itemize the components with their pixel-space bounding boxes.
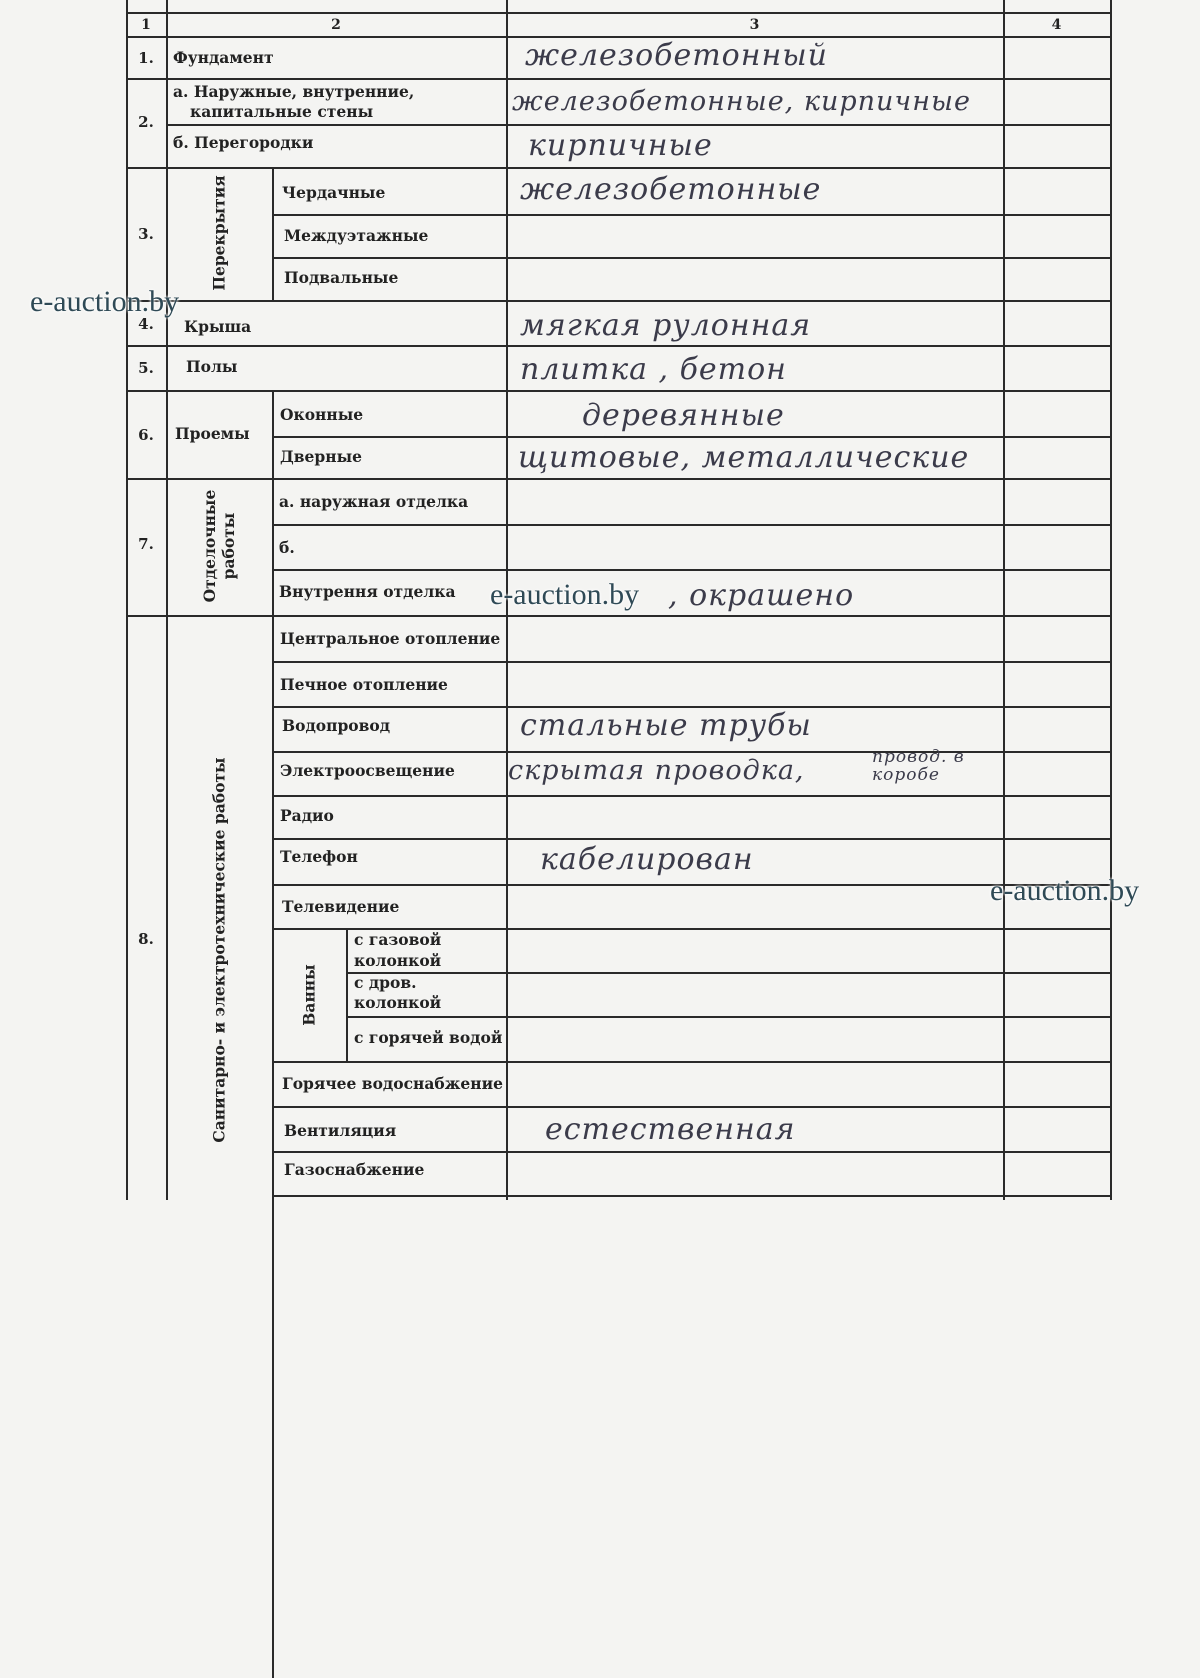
attic-label: Чердачные — [282, 183, 386, 202]
grid-line — [272, 1106, 1111, 1108]
electric-value: скрытая проводка, — [508, 755, 805, 786]
grid-line — [166, 124, 1111, 126]
electric-label: Электроосвещение — [280, 761, 455, 780]
floors-group-label: Перекрытия — [209, 175, 229, 291]
floors-label: Полы — [186, 357, 238, 376]
row-number: 2. — [138, 113, 154, 131]
grid-line — [272, 884, 1111, 886]
row-number: 4. — [138, 315, 154, 333]
grid-line — [1003, 0, 1005, 1200]
central-heating-label: Центральное отопление — [280, 629, 501, 648]
row-number: 6. — [138, 426, 154, 444]
column-header-4: 4 — [1051, 17, 1062, 33]
hot-water-supply-label: Горячее водоснабжение — [282, 1074, 503, 1093]
floors-value: плитка , бетон — [520, 352, 787, 387]
ventilation-value: естественная — [545, 1112, 796, 1147]
walls-value: железобетонные, кирпичные — [512, 86, 971, 117]
water-supply-value: стальные трубы — [520, 708, 812, 743]
grid-line — [272, 1061, 1111, 1063]
row-number: 8. — [138, 930, 154, 948]
partitions-value: кирпичные — [528, 128, 713, 163]
grid-line — [272, 661, 1111, 663]
grid-line — [346, 1016, 1111, 1018]
watermark: e-auction.by — [490, 578, 640, 611]
row-number: 7. — [138, 535, 154, 553]
grid-line — [126, 615, 1111, 617]
bath-hot-water: с горячей водой — [354, 1028, 503, 1047]
bath-wood-line2: колонкой — [354, 993, 442, 1012]
grid-line — [126, 167, 1111, 169]
exterior-finish-label: а. наружная отделка — [279, 492, 469, 511]
grid-line — [272, 795, 1111, 797]
attic-value: железобетонные — [520, 172, 822, 207]
watermark: e-auction.by — [990, 874, 1140, 907]
basement-label: Подвальные — [284, 268, 399, 287]
grid-line — [346, 972, 1111, 974]
grid-line — [126, 0, 128, 1200]
openings-label: Проемы — [175, 424, 250, 443]
interior-finish-value: , окрашено — [668, 578, 855, 613]
roof-label: Крыша — [184, 317, 252, 336]
finishing-group-line1: Отделочные — [200, 489, 219, 603]
grid-line — [272, 214, 1111, 216]
windows-value: деревянные — [582, 398, 785, 433]
grid-line — [346, 928, 348, 1061]
bath-gas-line1: с газовой — [354, 930, 442, 949]
foundation-label: Фундамент — [173, 48, 274, 67]
bath-gas-line2: колонкой — [354, 951, 442, 970]
radio-label: Радио — [280, 806, 334, 825]
grid-line — [126, 478, 1111, 480]
row-number: 1. — [138, 49, 154, 67]
grid-line — [126, 12, 1111, 14]
grid-line — [126, 345, 1111, 347]
grid-line — [166, 0, 168, 1200]
row-number: 5. — [138, 359, 154, 377]
grid-line — [272, 167, 274, 300]
interior-finish-label: Внутрення отделка — [279, 582, 456, 601]
grid-line — [126, 78, 1111, 80]
water-supply-label: Водопровод — [282, 716, 391, 735]
grid-line — [272, 478, 274, 1678]
foundation-value: железобетонный — [525, 38, 828, 73]
phone-value: кабелирован — [540, 842, 754, 877]
finishing-group-line2: работы — [219, 512, 238, 580]
ventilation-label: Вентиляция — [284, 1121, 397, 1140]
baths-label: Ванны — [299, 964, 319, 1026]
stove-heating-label: Печное отопление — [280, 675, 448, 694]
tv-label: Телевидение — [282, 897, 400, 916]
column-header-3: 3 — [749, 17, 760, 33]
row-number: 3. — [138, 225, 154, 243]
interfloor-label: Междуэтажные — [284, 226, 429, 245]
partitions-label: б. Перегородки — [173, 133, 314, 152]
grid-line — [272, 436, 1111, 438]
grid-line — [272, 1151, 1111, 1153]
finish-b-label: б. — [279, 538, 295, 557]
grid-line — [126, 390, 1111, 392]
walls-label-line1: а. Наружные, внутренние, — [173, 82, 415, 101]
grid-line — [272, 569, 1111, 571]
grid-line — [272, 257, 1111, 259]
walls-label-line2: капитальные стены — [190, 102, 374, 121]
grid-line — [272, 1195, 1111, 1197]
roof-value: мягкая рулонная — [520, 308, 812, 343]
grid-line — [126, 300, 1111, 302]
gas-supply-label: Газоснабжение — [284, 1160, 425, 1179]
grid-line — [272, 390, 274, 478]
sanitary-group-label: Санитарно- и электротехнические работы — [209, 757, 229, 1143]
grid-line — [272, 524, 1111, 526]
finishing-group-label — [200, 490, 238, 603]
column-header-1: 1 — [141, 17, 151, 33]
watermark: e-auction.by — [30, 285, 180, 318]
doors-label: Дверные — [280, 447, 362, 466]
electric-value-note: провод. в коробе — [872, 747, 965, 785]
column-header-2: 2 — [331, 17, 341, 33]
grid-line — [1110, 0, 1112, 1200]
phone-label: Телефон — [280, 847, 358, 866]
windows-label: Оконные — [280, 405, 364, 424]
bath-wood-line1: с дров. — [354, 973, 417, 992]
grid-line — [272, 838, 1111, 840]
doors-value: щитовые, металлические — [518, 440, 970, 475]
